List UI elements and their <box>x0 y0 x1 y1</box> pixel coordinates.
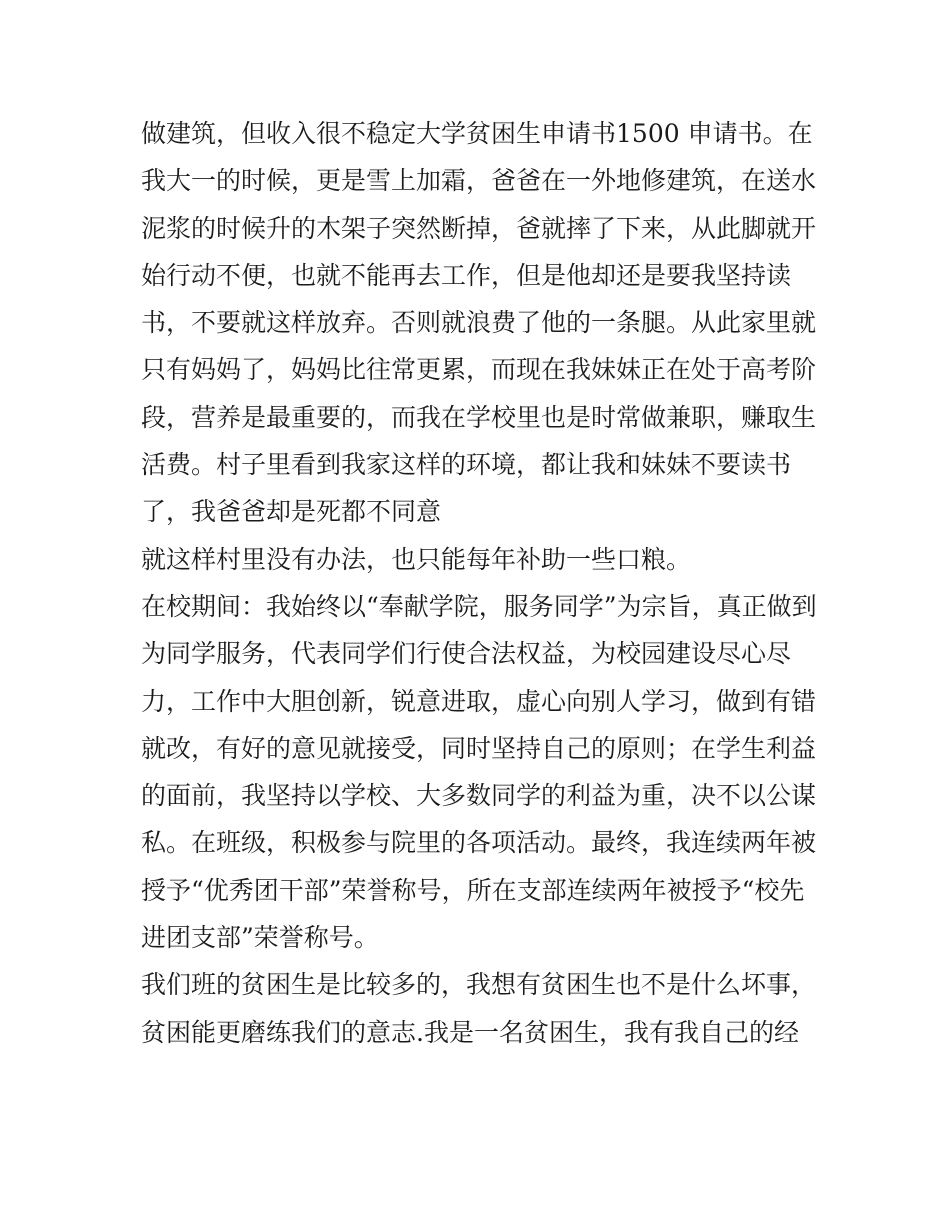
text-line: 活费。村子里看到我家这样的环境，都让我和妹妹不要读书 <box>141 450 792 480</box>
text-line: 只有妈妈了，妈妈比往常更累，而现在我妹妹正在处于高考阶 <box>141 355 817 385</box>
text-line: 泥浆的时候升的木架子突然断掉，爸就摔了下来，从此脚就开 <box>141 213 817 243</box>
text-line: 进团支部”荣誉称号。 <box>141 923 379 953</box>
text-line: 贫困能更磨练我们的意志.我是一名贫困生，我有我自己的经 <box>141 1017 799 1047</box>
text-line: 在校期间：我始终以“奉献学院，服务同学”为宗旨，真正做到 <box>141 591 817 621</box>
text-line: 始行动不便，也就不能再去工作，但是他却还是要我坚持读 <box>141 260 792 290</box>
text-line: 就这样村里没有办法，也只能每年补助一些口粮。 <box>141 544 692 574</box>
text-line: 授予“优秀团干部”荣誉称号，所在支部连续两年被授予“校先 <box>141 875 805 905</box>
text-line: 为同学服务，代表同学们行使合法权益，为校园建设尽心尽 <box>141 639 792 669</box>
document-body <box>141 110 821 1056</box>
text-line: 段，营养是最重要的，而我在学校里也是时常做兼职，赚取生 <box>141 402 817 432</box>
paragraph-village-help <box>141 536 821 583</box>
text-line: 做建筑，但收入很不稳定大学贫困生申请书1500 申请书。在 <box>141 119 813 148</box>
text-line: 了，我爸爸却是死都不同意 <box>141 497 442 527</box>
text-line: 书，不要就这样放弃。否则就浪费了他的一条腿。从此家里就 <box>141 308 817 338</box>
text-line: 我们班的贫困生是比较多的，我想有贫困生也不是什么坏事， <box>141 970 817 1000</box>
text-line: 就改，有好的意见就接受，同时坚持自己的原则；在学生利益 <box>141 733 817 763</box>
paragraph-class-poverty <box>141 961 821 1056</box>
paragraph-family-hardship <box>141 110 821 536</box>
paragraph-school-service <box>141 583 821 961</box>
text-line: 的面前，我坚持以学校、大多数同学的利益为重，决不以公谋 <box>141 781 817 811</box>
text-line: 力，工作中大胆创新，锐意进取，虚心向别人学习，做到有错 <box>141 686 817 716</box>
text-line: 我大一的时候，更是雪上加霜，爸爸在一外地修建筑，在送水 <box>141 166 817 196</box>
text-line: 私。在班级，积极参与院里的各项活动。最终，我连续两年被 <box>141 828 817 858</box>
